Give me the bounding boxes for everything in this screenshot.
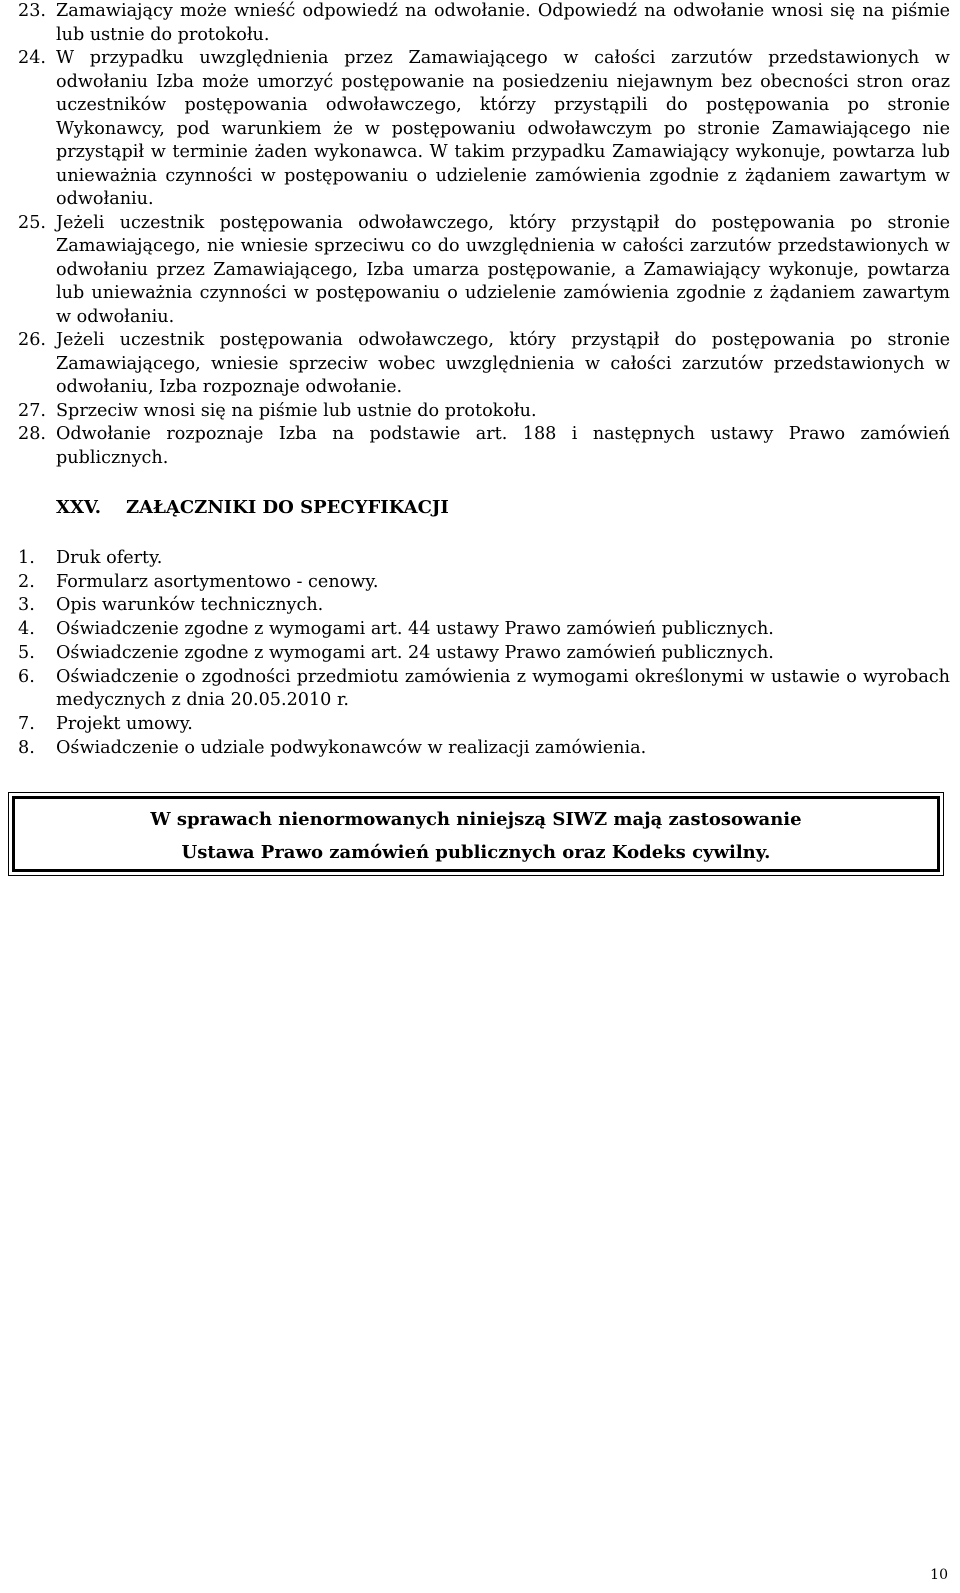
- clause-text: Zamawiający może wnieść odpowiedź na odwołanie. Odpowiedź na odwołanie wnosi się na piśmie lub ustnie do protokołu.: [56, 1, 950, 45]
- attachment-item: [18, 713, 950, 737]
- attachment-number: 5.: [18, 642, 35, 663]
- clause-25: [18, 212, 950, 330]
- clause-text: Jeżeli uczestnik postępowania odwoławczego, który przystąpił do postępowania po stronie Zamawiającego, wniesie sprzeciw wobec uwzględnienia w całości zarzutów przedstawionych w odwołaniu, Izba rozpoznaje odwołanie.: [56, 330, 950, 397]
- clause-23: [18, 0, 950, 47]
- section-number: XXV.: [56, 497, 102, 518]
- clause-28: [18, 423, 950, 470]
- attachment-text: Opis warunków technicznych.: [56, 595, 324, 616]
- legal-note-line-1: W sprawach nienormowanych niniejszą SIWZ mają zastosowanie: [150, 809, 802, 830]
- clause-number: 26.: [18, 330, 46, 350]
- attachment-number: 4.: [18, 619, 35, 640]
- clause-26: [18, 329, 950, 400]
- attachments-list: [18, 547, 950, 760]
- legal-note-inner-frame: [12, 796, 940, 872]
- attachment-item: [18, 737, 950, 761]
- section-heading: [56, 496, 950, 520]
- attachment-item: [18, 594, 950, 618]
- attachment-item: [18, 642, 950, 666]
- clause-text: Sprzeciw wnosi się na piśmie lub ustnie do protokołu.: [56, 400, 537, 421]
- clause-number: 28.: [18, 424, 46, 444]
- attachment-text: Projekt umowy.: [56, 713, 193, 734]
- appeal-clauses-list: [18, 0, 950, 470]
- clause-number: 24.: [18, 48, 46, 68]
- clause-24: [18, 47, 950, 212]
- attachment-number: 7.: [18, 713, 35, 734]
- page-number: 10: [930, 1567, 948, 1583]
- attachment-item: [18, 571, 950, 595]
- clause-text: Odwołanie rozpoznaje Izba na podstawie art. 188 i następnych ustawy Prawo zamówień publicznych.: [56, 424, 950, 468]
- attachment-number: 3.: [18, 595, 35, 616]
- attachment-item: [18, 666, 950, 713]
- attachment-number: 2.: [18, 571, 35, 592]
- attachment-text: Oświadczenie zgodne z wymogami art. 24 ustawy Prawo zamówień publicznych.: [56, 642, 774, 663]
- attachment-text: Druk oferty.: [56, 548, 163, 568]
- attachment-item: [18, 618, 950, 642]
- attachment-text: Oświadczenie o zgodności przedmiotu zamówienia z wymogami określonymi w ustawie o wyrobach medycznych z dnia 20.05.2010 r.: [56, 666, 950, 711]
- attachment-text: Oświadczenie o udziale podwykonawców w realizacji zamówienia.: [56, 737, 647, 758]
- attachment-number: 8.: [18, 737, 35, 758]
- document-page: [18, 0, 950, 760]
- attachment-item: [18, 547, 950, 571]
- attachment-number: 1.: [18, 548, 35, 568]
- legal-note-box: [8, 792, 944, 876]
- legal-note-line-2: Ustawa Prawo zamówień publicznych oraz Kodeks cywilny.: [181, 842, 771, 863]
- clause-number: 25.: [18, 212, 46, 233]
- clause-text: W przypadku uwzględnienia przez Zamawiającego w całości zarzutów przedstawionych w odwołaniu Izba może umorzyć postępowanie na posiedzeniu niejawnym bez obecności stron oraz uczestników postępowania odwoławczego, którzy przystąpili do postępowania po stronie Wykonawcy, pod warunkiem że w postępowaniu odwoławczym po stronie Zamawiającego nie przystąpił w terminie żaden wykonawca. W takim przypadku Zamawiający wykonuje, powtarza lub unieważnia czynności w postępowaniu o udzielenie zamówienia zgodnie z żądaniem zawartym w odwołaniu.: [56, 48, 950, 209]
- section-title: ZAŁĄCZNIKI DO SPECYFIKACJI: [126, 497, 449, 518]
- attachment-number: 6.: [18, 666, 35, 687]
- clause-number: 27.: [18, 400, 46, 421]
- attachment-text: Oświadczenie zgodne z wymogami art. 44 ustawy Prawo zamówień publicznych.: [56, 619, 774, 640]
- clause-text: Jeżeli uczestnik postępowania odwoławczego, który przystąpił do postępowania po stronie Zamawiającego, nie wniesie sprzeciwu co do uwzględnienia w całości zarzutów przedstawionych w odwołaniu przez Zamawiającego, Izba umarza postępowanie, a Zamawiający wykonuje, powtarza lub unieważnia czynności w postępowaniu o udzielenie zamówienia zgodnie z żądaniem zawartym w odwołaniu.: [56, 212, 950, 327]
- clause-27: [18, 400, 950, 424]
- attachment-text: Formularz asortymentowo - cenowy.: [56, 571, 379, 592]
- clause-number: 23.: [18, 1, 46, 21]
